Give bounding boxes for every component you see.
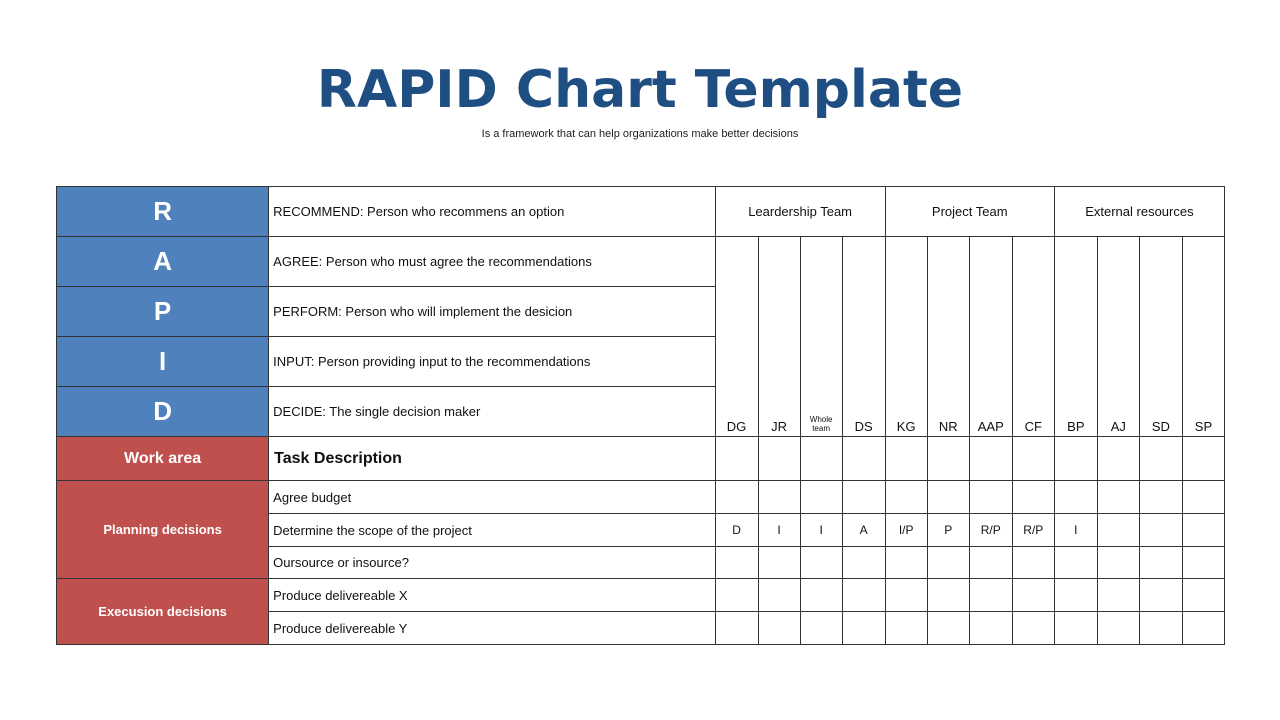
assignment-cell <box>800 579 842 612</box>
member-column-header: NR <box>927 237 969 437</box>
assignment-cell <box>1054 547 1097 579</box>
assignment-cell <box>758 612 800 645</box>
assignment-cell <box>1054 612 1097 645</box>
assignment-cell <box>1097 481 1139 514</box>
assignment-cell <box>1054 579 1097 612</box>
assignment-cell <box>758 579 800 612</box>
member-column-header: CF <box>1012 237 1054 437</box>
member-column-header: Whole team <box>800 237 842 437</box>
work-area-header: Work area <box>57 437 269 481</box>
member-column-header: DG <box>715 237 758 437</box>
assignment-cell <box>758 481 800 514</box>
assignment-cell <box>927 547 969 579</box>
assignment-cell <box>1012 481 1054 514</box>
assignment-cell: R/P <box>1012 514 1054 547</box>
role-description: PERFORM: Person who will implement the desicion <box>269 287 715 337</box>
role-letter: P <box>57 287 269 337</box>
assignment-cell <box>1012 612 1054 645</box>
assignment-cell <box>1097 547 1139 579</box>
assignment-cell <box>842 579 885 612</box>
assignment-cell <box>885 579 927 612</box>
section-planning-decisions: Planning decisions <box>57 481 269 579</box>
assignment-cell <box>1097 612 1139 645</box>
assignment-cell <box>1097 514 1139 547</box>
member-column-header: AJ <box>1097 237 1139 437</box>
member-column-header: SD <box>1139 237 1182 437</box>
assignment-cell <box>1097 579 1139 612</box>
assignment-cell <box>1012 547 1054 579</box>
role-description: INPUT: Person providing input to the recommendations <box>269 337 715 387</box>
assignment-cell <box>969 612 1012 645</box>
assignment-cell <box>715 579 758 612</box>
role-description: DECIDE: The single decision maker <box>269 387 715 437</box>
assignment-cell <box>842 481 885 514</box>
assignment-cell <box>1182 547 1224 579</box>
assignment-cell <box>927 481 969 514</box>
task-name: Determine the scope of the project <box>269 514 715 547</box>
assignment-cell: I <box>800 514 842 547</box>
role-description: RECOMMEND: Person who recommens an option <box>269 187 715 237</box>
rapid-chart-table <box>56 186 1225 645</box>
assignment-cell <box>715 547 758 579</box>
assignment-cell: A <box>842 514 885 547</box>
assignment-cell <box>969 481 1012 514</box>
assignment-cell <box>1182 514 1224 547</box>
task-name: Agree budget <box>269 481 715 514</box>
assignment-cell <box>927 579 969 612</box>
role-row-recommend <box>57 187 1225 237</box>
assignment-cell <box>969 547 1012 579</box>
page-subtitle: Is a framework that can help organizations make better decisions <box>481 128 799 140</box>
assignment-cell <box>715 481 758 514</box>
assignment-cell <box>885 547 927 579</box>
assignment-cell <box>1139 547 1182 579</box>
member-column-header: BP <box>1054 237 1097 437</box>
assignment-cell <box>1182 481 1224 514</box>
role-letter: R <box>57 187 269 237</box>
assignment-cell: P <box>927 514 969 547</box>
page-title: RAPID Chart Template <box>316 60 964 120</box>
group-header-project: Project Team <box>885 187 1054 237</box>
assignment-cell <box>800 612 842 645</box>
role-letter: A <box>57 237 269 287</box>
task-name: Produce delivereable X <box>269 579 715 612</box>
assignment-cell <box>1139 514 1182 547</box>
role-letter: D <box>57 387 269 437</box>
assignment-cell <box>969 579 1012 612</box>
member-column-header: SP <box>1182 237 1224 437</box>
assignment-cell: R/P <box>969 514 1012 547</box>
assignment-cell <box>1054 481 1097 514</box>
member-column-header: DS <box>842 237 885 437</box>
section-execusion-decisions: Execusion decisions <box>57 579 269 645</box>
assignment-cell <box>842 612 885 645</box>
task-row <box>57 481 1225 514</box>
task-name: Oursource or insource? <box>269 547 715 579</box>
assignment-cell <box>1012 579 1054 612</box>
table-header-row <box>57 437 1225 481</box>
role-letter: I <box>57 337 269 387</box>
assignment-cell <box>927 612 969 645</box>
assignment-cell: D <box>715 514 758 547</box>
assignment-cell <box>885 612 927 645</box>
task-name: Produce delivereable Y <box>269 612 715 645</box>
member-column-header: KG <box>885 237 927 437</box>
role-description: AGREE: Person who must agree the recommendations <box>269 237 715 287</box>
assignment-cell <box>1139 612 1182 645</box>
member-column-header: AAP <box>969 237 1012 437</box>
assignment-cell <box>715 612 758 645</box>
assignment-cell <box>1182 579 1224 612</box>
assignment-cell <box>1182 612 1224 645</box>
group-header-leadership: Leardership Team <box>715 187 885 237</box>
assignment-cell: I <box>1054 514 1097 547</box>
assignment-cell <box>1139 579 1182 612</box>
task-description-header: Task Description <box>269 437 715 481</box>
assignment-cell <box>800 481 842 514</box>
assignment-cell <box>1139 481 1182 514</box>
assignment-cell <box>842 547 885 579</box>
task-row <box>57 579 1225 612</box>
assignment-cell: I/P <box>885 514 927 547</box>
assignment-cell <box>758 547 800 579</box>
member-column-header: JR <box>758 237 800 437</box>
assignment-cell: I <box>758 514 800 547</box>
role-row-agree <box>57 237 1225 287</box>
assignment-cell <box>800 547 842 579</box>
group-header-external: External resources <box>1054 187 1224 237</box>
assignment-cell <box>885 481 927 514</box>
